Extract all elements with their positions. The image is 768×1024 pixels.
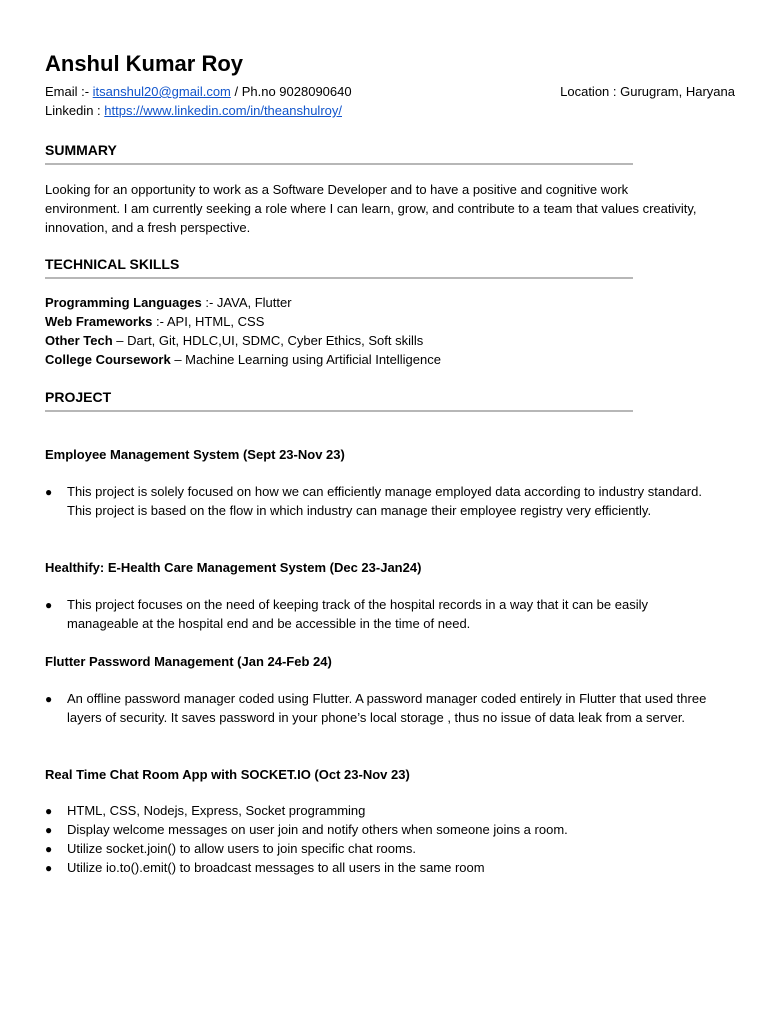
project-bullet xyxy=(45,821,723,840)
skill-line xyxy=(45,312,264,331)
linkedin-link[interactable]: https://www.linkedin.com/in/theanshulroy/ xyxy=(104,103,342,118)
skill-line xyxy=(45,350,441,369)
skill-line xyxy=(45,331,423,350)
project-title: Flutter Password Management (Jan 24-Feb 24) xyxy=(45,654,332,669)
bullet-icon: ● xyxy=(45,823,53,837)
skill-label: Web Frameworks xyxy=(45,314,153,329)
email-link[interactable]: itsanshul20@gmail.com xyxy=(92,84,231,99)
contact-email-line xyxy=(45,83,352,100)
bullet-icon: ● xyxy=(45,485,53,499)
skill-label: Programming Languages xyxy=(45,295,202,310)
location-text: Location : Gurugram, Haryana xyxy=(560,84,735,99)
linkedin-label: Linkedin : xyxy=(45,103,105,118)
skill-value: :- API, HTML, CSS xyxy=(152,314,265,329)
project-title: Healthify: E-Health Care Management System (Dec 23-Jan24) xyxy=(45,560,422,575)
bullet-text: HTML, CSS, Nodejs, Express, Socket programming xyxy=(67,803,366,818)
skills-heading: TECHNICAL SKILLS xyxy=(45,256,633,279)
skill-value: :- JAVA, Flutter xyxy=(201,295,292,310)
email-label: Email :- xyxy=(45,84,93,99)
summary-heading: SUMMARY xyxy=(45,142,633,165)
skill-label: College Coursework xyxy=(45,352,171,367)
summary-text: Looking for an opportunity to work as a Software Developer and to have a positive and cognitive work environment. I am currently seeking a role where I can learn, grow, and contribute to a team that values creativity, innovation, and a fresh perspective. xyxy=(45,182,697,235)
bullet-text: This project is solely focused on how we can efficiently manage employed data according to industry standard. This project is based on the flow in which industry can manage their employee registry very efficiently. xyxy=(67,484,702,518)
skill-label: Other Tech xyxy=(45,333,113,348)
project-heading: PROJECT xyxy=(45,389,633,412)
project-bullet xyxy=(45,840,723,859)
bullet-text: An offline password manager coded using Flutter. A password manager coded entirely in Flutter that used three layers of security. It saves password in your phone’s local storage , thus no issue of data leak from a server. xyxy=(67,691,707,725)
candidate-name: Anshul Kumar Roy xyxy=(45,51,244,76)
bullet-icon: ● xyxy=(45,692,53,706)
phone-text: / Ph.no 9028090640 xyxy=(230,84,352,99)
bullet-text: This project focuses on the need of keeping track of the hospital records in a way that it can be easily manageable at the hospital end and be accessible in the time of need. xyxy=(67,597,648,631)
bullet-icon: ● xyxy=(45,861,53,875)
project-bullet xyxy=(45,802,723,821)
skill-line xyxy=(45,293,292,312)
project-bullet xyxy=(45,596,723,633)
project-bullet xyxy=(45,859,723,878)
skill-value: – Dart, Git, HDLC,UI, SDMC, Cyber Ethics, Soft skills xyxy=(112,333,424,348)
bullet-icon: ● xyxy=(45,598,53,612)
bullet-text: Display welcome messages on user join and notify others when someone joins a room. xyxy=(67,822,568,837)
bullet-icon: ● xyxy=(45,842,53,856)
project-bullet xyxy=(45,483,723,520)
project-bullet xyxy=(45,690,723,727)
skill-value: – Machine Learning using Artificial Intelligence xyxy=(170,352,441,367)
bullet-text: Utilize socket.join() to allow users to join specific chat rooms. xyxy=(67,841,416,856)
project-title: Employee Management System (Sept 23-Nov 23) xyxy=(45,447,345,462)
contact-linkedin-line xyxy=(45,102,342,119)
project-title: Real Time Chat Room App with SOCKET.IO (Oct 23-Nov 23) xyxy=(45,767,410,782)
bullet-text: Utilize io.to().emit() to broadcast messages to all users in the same room xyxy=(67,860,485,875)
bullet-icon: ● xyxy=(45,804,53,818)
